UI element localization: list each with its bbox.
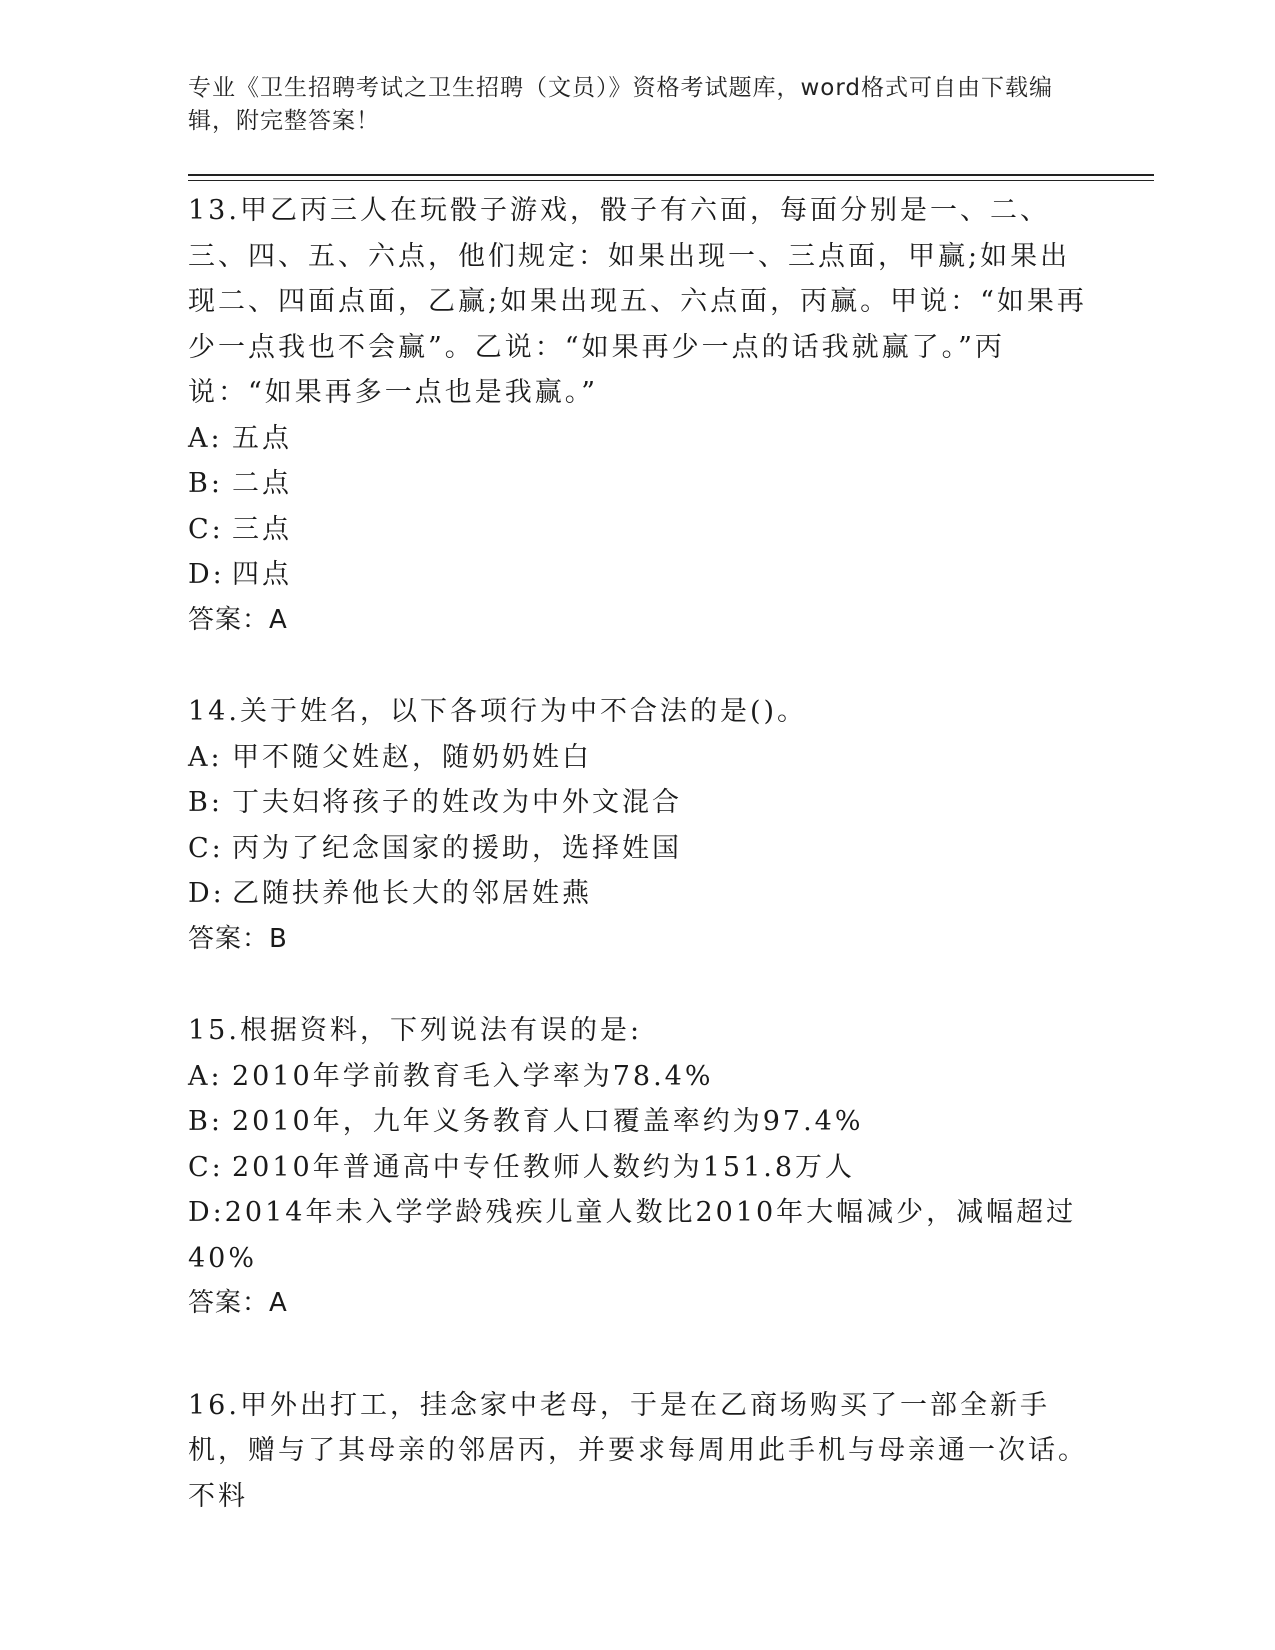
option-text: 丙为了纪念国家的援助，选择姓国: [232, 832, 682, 864]
option-text: 四点: [232, 559, 292, 590]
option-text: 三点: [232, 513, 292, 545]
question-gap: [188, 962, 1088, 1008]
question-13: [188, 188, 1088, 643]
option-letter: B:: [188, 1106, 223, 1137]
question-gap: [188, 1327, 1088, 1373]
option-c: [188, 1145, 1088, 1191]
option-d: [188, 871, 1088, 917]
option-letter: B:: [188, 468, 223, 499]
option-letter: B:: [188, 787, 223, 818]
document-header: 专业《卫生招聘考试之卫生招聘（文员）》资格考试题库，word格式可自由下载编辑，附完整答案！: [188, 75, 1054, 134]
option-letter: A:: [188, 1060, 223, 1092]
option-c: [188, 507, 1088, 553]
option-d: [188, 1190, 1088, 1281]
option-text: 2010年，九年义务教育人口覆盖率约为97.4%: [232, 1106, 864, 1137]
question-14: [188, 689, 1088, 962]
option-letter: D:: [188, 1197, 225, 1228]
answer-line: 答案：A: [188, 604, 288, 635]
question-stem: 15.根据资料，下列说法有误的是:: [188, 1015, 643, 1046]
option-text: 2010年普通高中专任教师人数约为151.8万人: [232, 1151, 856, 1183]
header-divider: [188, 174, 1154, 176]
option-text: 甲不随父姓赵，随奶奶姓白: [232, 741, 592, 773]
question-stem: 14.关于姓名，以下各项行为中不合法的是()。: [188, 696, 808, 727]
answer-line: 答案：B: [188, 923, 288, 954]
option-letter: C:: [188, 513, 224, 545]
option-text: 二点: [232, 468, 292, 499]
option-letter: D:: [188, 559, 225, 590]
question-gap: [188, 643, 1088, 689]
header-divider-thin: [188, 180, 1154, 181]
question-stem: 13.甲乙丙三人在玩骰子游戏，骰子有六面，每面分别是一、二、三、四、五、六点，他们规定：如果出现一、三点面，甲赢;如果出现二、四面点面，乙赢;如果出现五、六点面，丙赢。甲说：“如果再少一点我也不会赢”。乙说：“如果再少一点的话我就赢了。”丙说：“如果再多一点也是我赢。”: [188, 195, 1087, 408]
option-letter: C:: [188, 1151, 224, 1183]
option-text: 五点: [232, 422, 292, 454]
option-a: [188, 1054, 1088, 1100]
question-list: [188, 188, 1088, 1519]
option-b: [188, 780, 1088, 826]
question-15: [188, 1008, 1088, 1327]
option-c: [188, 826, 1088, 872]
option-b: [188, 461, 1088, 507]
option-a: [188, 735, 1088, 781]
option-letter: A:: [188, 422, 223, 454]
option-letter: C:: [188, 832, 224, 864]
question-stem: 16.甲外出打工，挂念家中老母，于是在乙商场购买了一部全新手机，赠与了其母亲的邻居丙，并要求每周用此手机与母亲通一次话。不料: [188, 1389, 1088, 1512]
option-text: 2014年未入学学龄残疾儿童人数比2010年大幅减少，减幅超过40%: [188, 1197, 1077, 1274]
answer-line: 答案：A: [188, 1288, 288, 1318]
option-d: [188, 552, 1088, 598]
option-text: 乙随扶养他长大的邻居姓燕: [232, 878, 592, 909]
option-a: [188, 416, 1088, 462]
question-16: [188, 1383, 1088, 1520]
option-text: 丁夫妇将孩子的姓改为中外文混合: [232, 787, 682, 818]
option-letter: A:: [188, 741, 223, 773]
option-letter: D:: [188, 878, 225, 909]
option-b: [188, 1099, 1088, 1145]
option-text: 2010年学前教育毛入学率为78.4%: [232, 1060, 714, 1092]
